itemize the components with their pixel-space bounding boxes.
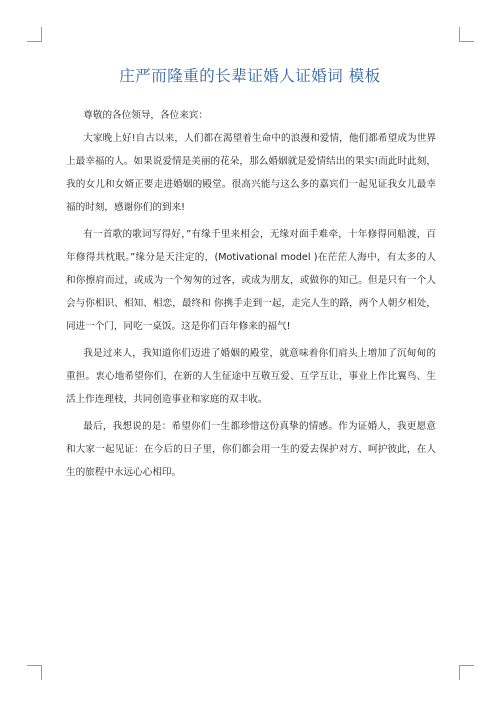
paragraph-4: 最后，我想说的是：希望你们一生都珍惜这份真挚的情感。作为证婚人，我更愿意和大家一起见证：在今后的日子里，你们都会用一生的爱去保护对方、呵护彼此，在人生的旅程中永远心心相印。 xyxy=(66,421,436,478)
paragraph-2: 有一首歌的歌词写得好，”有缘千里来相会，无缘对面手难牵，十年修得同船渡，百年修得共枕眠。”缘分是天注定的，(Motivational model )在茫茫人海中，有太多的人和你擦肩而过，或成为一个匆匆的过客，或成为朋友，或做你的知己。但是只有一个人会与你相识、相知、相恋，最终和 你携手走到一起，走完人生的路，两个人朝夕相处，同进一个门，同吃一桌饭。这是你们百年修来的福气! xyxy=(66,229,436,332)
salutation: 尊敬的各位领导，各位来宾： xyxy=(83,110,208,121)
crop-mark-top-right xyxy=(459,27,474,42)
paragraph-3: 我是过来人，我知道你们迈进了婚姻的殿堂，就意味着你们肩头上增加了沉甸甸的重担。衷心地希望你们，在新的人生征途中互敬互爱、互学互让，事业上作比翼鸟、生活上作连理枝，共同创造事业和家庭的双丰收。 xyxy=(66,348,436,405)
crop-mark-top-left xyxy=(27,27,42,42)
crop-mark-bottom-right xyxy=(459,665,474,680)
crop-mark-bottom-left xyxy=(27,665,42,680)
document-title: 庄严而隆重的长辈证婚人证婚词 模板 xyxy=(119,67,381,85)
paragraph-1: 大家晚上好!自古以来，人们都在渴望着生命中的浪漫和爱情，他们都希望成为世界上最幸福的人。如果说爱情是美丽的花朵，那么婚姻就是爱情结出的果实!而此时此刻，我的女儿和女婿正要走进婚姻的殿堂。很高兴能与这么多的嘉宾们一起见证我女儿最幸福的时刻，感谢你们的到来! xyxy=(66,133,436,213)
document-body xyxy=(66,104,436,488)
